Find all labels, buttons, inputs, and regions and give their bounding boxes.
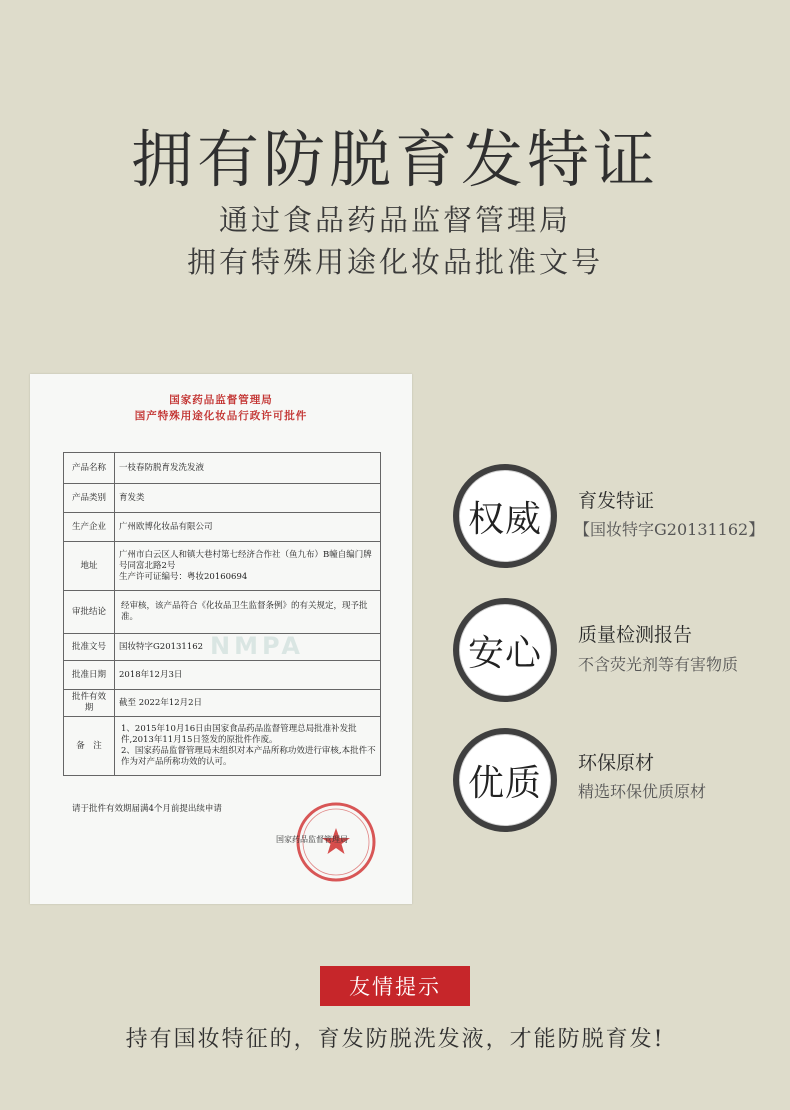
certificate-table <box>63 452 381 776</box>
certificate-image <box>30 374 412 904</box>
badge-label: 优质 <box>459 734 551 826</box>
feature-desc: 不含荧光剂等有害物质 <box>578 655 739 674</box>
row-label: 地址 <box>64 542 115 591</box>
row-value: 广州欧博化妆品有限公司 <box>115 513 381 542</box>
row-label: 生产企业 <box>64 513 115 542</box>
table-row <box>64 453 381 484</box>
row-label: 审批结论 <box>64 591 115 634</box>
remark-1: 1、2015年10月16日由国家食品药品监督管理总局批准补发批件,2013年11月15日签发的原批件作废。 <box>121 724 357 745</box>
remark-2: 2、国家药品监督管理局未组织对本产品所称功效进行审核,本批件不作为对产品所称功效的认可。 <box>121 746 376 767</box>
certificate-heading-2: 国产特殊用途化妆品行政许可批件 <box>134 410 308 422</box>
row-label: 产品名称 <box>64 453 115 484</box>
table-row <box>64 690 381 717</box>
subtitle-line-2: 拥有特殊用途化妆品批准文号 <box>186 245 603 279</box>
certificate-footer-note: 请于批件有效期届满4个月前提出续申请 <box>72 804 222 814</box>
row-value <box>115 542 381 591</box>
badge-label: 安心 <box>459 604 551 696</box>
feature-title: 质量检测报告 <box>578 624 693 646</box>
feature-title: 育发特证 <box>578 490 655 512</box>
row-value <box>115 717 381 776</box>
table-row <box>64 484 381 513</box>
badge-label: 权威 <box>459 470 551 562</box>
friendly-tip-label: 友情提示 <box>320 966 470 1006</box>
table-row <box>64 542 381 591</box>
table-row <box>64 513 381 542</box>
badge-peace-of-mind <box>453 598 557 702</box>
row-label: 产品类别 <box>64 484 115 513</box>
row-value: 经审核，该产品符合《化妆品卫生监督条例》的有关规定，现予批准。 <box>115 591 381 634</box>
row-label: 备 注 <box>64 717 115 776</box>
row-value: 截至 2022年12月2日 <box>115 690 381 717</box>
tip-text: 持有国妆特征的，育发防脱洗发液，才能防脱育发! <box>125 1027 665 1052</box>
row-value: 育发类 <box>115 484 381 513</box>
row-label: 批准日期 <box>64 661 115 690</box>
nmpa-watermark: NMPA <box>210 632 304 660</box>
badge-quality <box>453 728 557 832</box>
license-number: 生产许可证编号：粤妆20160694 <box>119 571 248 582</box>
row-label: 批件有效期 <box>64 690 115 717</box>
row-value: 2018年12月3日 <box>115 661 381 690</box>
page-title: 拥有防脱育发特证 <box>130 123 659 196</box>
badge-authority <box>453 464 557 568</box>
certificate-issuer: 国家药品监督管理局 <box>276 835 348 844</box>
row-label: 批准文号 <box>64 634 115 661</box>
table-row <box>64 661 381 690</box>
row-value: 一枝春防脱育发洗发液 <box>115 453 381 484</box>
feature-desc: 【国妆特字G20131162】 <box>574 520 765 539</box>
row-value: 国妆特字G20131162 <box>115 634 381 661</box>
table-row <box>64 591 381 634</box>
subtitle-line-1: 通过食品药品监督管理局 <box>218 203 571 237</box>
certificate-heading-1: 国家药品监督管理局 <box>169 394 273 406</box>
table-row <box>64 717 381 776</box>
feature-title: 环保原材 <box>578 752 655 774</box>
feature-desc: 精选环保优质原材 <box>578 782 707 801</box>
address-text: 广州市白云区人和镇大巷村第七经济合作社（鱼九布）B幢自编门牌号同富北路2号 <box>119 549 372 571</box>
